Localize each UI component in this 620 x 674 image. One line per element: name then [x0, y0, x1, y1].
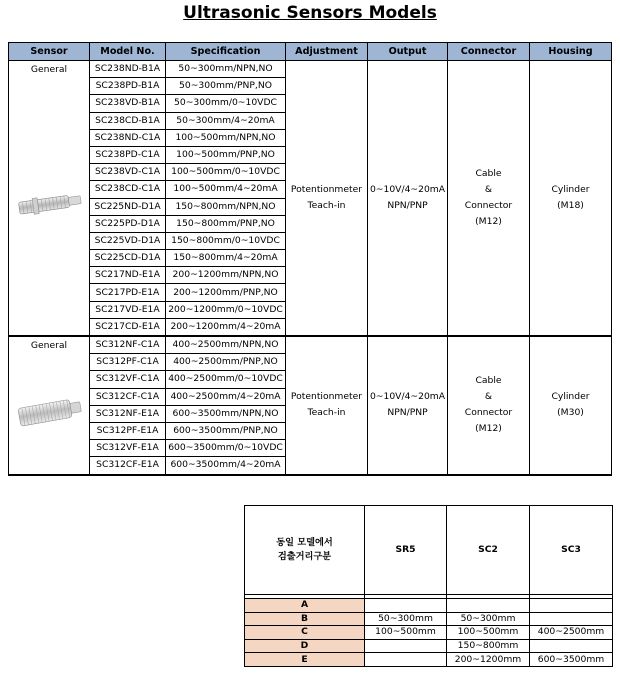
range-grade-cell: D [245, 639, 365, 653]
range-value-cell: 150~800mm [447, 639, 530, 653]
model-no-cell: SC238CD-C1A [90, 181, 166, 198]
model-no-cell: SC225CD-D1A [90, 250, 166, 267]
model-no-cell: SC238PD-B1A [90, 78, 166, 95]
range-grade-cell: A [245, 599, 365, 613]
specification-cell: 200~1200mm/NPN,NO [166, 267, 286, 284]
specification-cell: 400~2500mm/PNP,NO [166, 354, 286, 371]
specification-cell: 50~300mm/0~10VDC [166, 95, 286, 112]
header-model-no: Model No. [90, 43, 166, 61]
model-no-cell: SC217PD-E1A [90, 284, 166, 301]
page-title: Ultrasonic Sensors Models [183, 3, 437, 23]
range-value-cell: 100~500mm [447, 626, 530, 640]
range-value-cell [365, 599, 447, 613]
output-cell: 0~10V/4~20mA NPN/PNP [368, 61, 448, 337]
housing-cell: Cylinder (M30) [530, 336, 612, 475]
header-sensor: Sensor [9, 43, 90, 61]
model-no-cell: SC217ND-E1A [90, 267, 166, 284]
range-value-cell [365, 639, 447, 653]
specification-cell: 150~800mm/NPN,NO [166, 198, 286, 215]
model-no-cell: SC225VD-D1A [90, 232, 166, 249]
model-no-cell: SC238CD-B1A [90, 112, 166, 129]
model-no-cell: SC217VD-E1A [90, 301, 166, 318]
range-grade-cell: E [245, 653, 365, 667]
range-value-cell [530, 599, 613, 613]
range-col-sc2: SC2 [447, 506, 530, 595]
header-connector: Connector [448, 43, 530, 61]
header-adjustment: Adjustment [286, 43, 368, 61]
model-no-cell: SC312NF-E1A [90, 405, 166, 422]
range-row [245, 653, 613, 667]
range-value-cell [530, 612, 613, 626]
housing-cell: Cylinder (M18) [530, 61, 612, 337]
model-no-cell: SC312PF-E1A [90, 422, 166, 439]
sensor-cell [9, 61, 90, 337]
model-no-cell: SC312NF-C1A [90, 336, 166, 354]
specification-cell: 400~2500mm/0~10VDC [166, 371, 286, 388]
specification-cell: 100~500mm/0~10VDC [166, 164, 286, 181]
model-no-cell: SC225ND-D1A [90, 198, 166, 215]
range-col-sc3: SC3 [530, 506, 613, 595]
specification-cell: 150~800mm/PNP,NO [166, 215, 286, 232]
range-value-cell [365, 653, 447, 667]
range-grade-cell: C [245, 626, 365, 640]
sensor-type-label: General [30, 64, 68, 75]
table-row [9, 61, 612, 78]
header-specification: Specification [166, 43, 286, 61]
range-row [245, 639, 613, 653]
adjustment-cell: Potentionmeter Teach-in [286, 61, 368, 337]
specification-cell: 400~2500mm/4~20mA [166, 388, 286, 405]
range-grade-cell: B [245, 612, 365, 626]
range-value-cell: 600~3500mm [530, 653, 613, 667]
range-value-cell [530, 639, 613, 653]
specification-cell: 400~2500mm/NPN,NO [166, 336, 286, 354]
model-no-cell: SC238PD-C1A [90, 146, 166, 163]
specification-cell: 200~1200mm/4~20mA [166, 318, 286, 336]
model-no-cell: SC312VF-E1A [90, 440, 166, 457]
range-col-sr5: SR5 [365, 506, 447, 595]
range-value-cell: 100~500mm [365, 626, 447, 640]
range-value-cell: 50~300mm [365, 612, 447, 626]
specification-cell: 600~3500mm/4~20mA [166, 457, 286, 475]
output-cell: 0~10V/4~20mA NPN/PNP [368, 336, 448, 475]
specification-cell: 100~500mm/PNP,NO [166, 146, 286, 163]
model-no-cell: SC238ND-B1A [90, 61, 166, 78]
table-header-row [9, 43, 612, 61]
model-no-cell: SC312CF-C1A [90, 388, 166, 405]
header-housing: Housing [530, 43, 612, 61]
m18-sensor-image [15, 189, 85, 219]
specification-cell: 600~3500mm/0~10VDC [166, 440, 286, 457]
range-value-cell: 200~1200mm [447, 653, 530, 667]
model-no-cell: SC225PD-D1A [90, 215, 166, 232]
specification-cell: 50~300mm/NPN,NO [166, 61, 286, 78]
range-value-cell: 400~2500mm [530, 626, 613, 640]
range-value-cell [447, 599, 530, 613]
model-no-cell: SC238VD-B1A [90, 95, 166, 112]
specification-cell: 150~800mm/4~20mA [166, 250, 286, 267]
m30-sensor-image [15, 395, 85, 429]
adjustment-cell: Potentionmeter Teach-in [286, 336, 368, 475]
specification-cell: 600~3500mm/NPN,NO [166, 405, 286, 422]
specification-cell: 150~800mm/0~10VDC [166, 232, 286, 249]
model-no-cell: SC312CF-E1A [90, 457, 166, 475]
specification-cell: 50~300mm/PNP,NO [166, 78, 286, 95]
models-table [8, 42, 612, 476]
range-row [245, 612, 613, 626]
specification-cell: 200~1200mm/0~10VDC [166, 301, 286, 318]
range-row [245, 626, 613, 640]
range-row [245, 599, 613, 613]
model-no-cell: SC238ND-C1A [90, 129, 166, 146]
specification-cell: 50~300mm/4~20mA [166, 112, 286, 129]
model-no-cell: SC238VD-C1A [90, 164, 166, 181]
model-no-cell: SC312PF-C1A [90, 354, 166, 371]
connector-cell: Cable & Connector (M12) [448, 61, 530, 337]
sensor-type-label: General [30, 340, 68, 351]
range-value-cell: 50~300mm [447, 612, 530, 626]
table-row [9, 336, 612, 354]
header-output: Output [368, 43, 448, 61]
model-no-cell: SC217CD-E1A [90, 318, 166, 336]
model-no-cell: SC312VF-C1A [90, 371, 166, 388]
sensor-cell [9, 336, 90, 475]
specification-cell: 200~1200mm/PNP,NO [166, 284, 286, 301]
connector-cell: Cable & Connector (M12) [448, 336, 530, 475]
specification-cell: 600~3500mm/PNP,NO [166, 422, 286, 439]
specification-cell: 100~500mm/4~20mA [166, 181, 286, 198]
range-table-header-label: 동일 모델에서 검출거리구분 [245, 506, 365, 595]
detection-range-table [244, 505, 613, 667]
specification-cell: 100~500mm/NPN,NO [166, 129, 286, 146]
